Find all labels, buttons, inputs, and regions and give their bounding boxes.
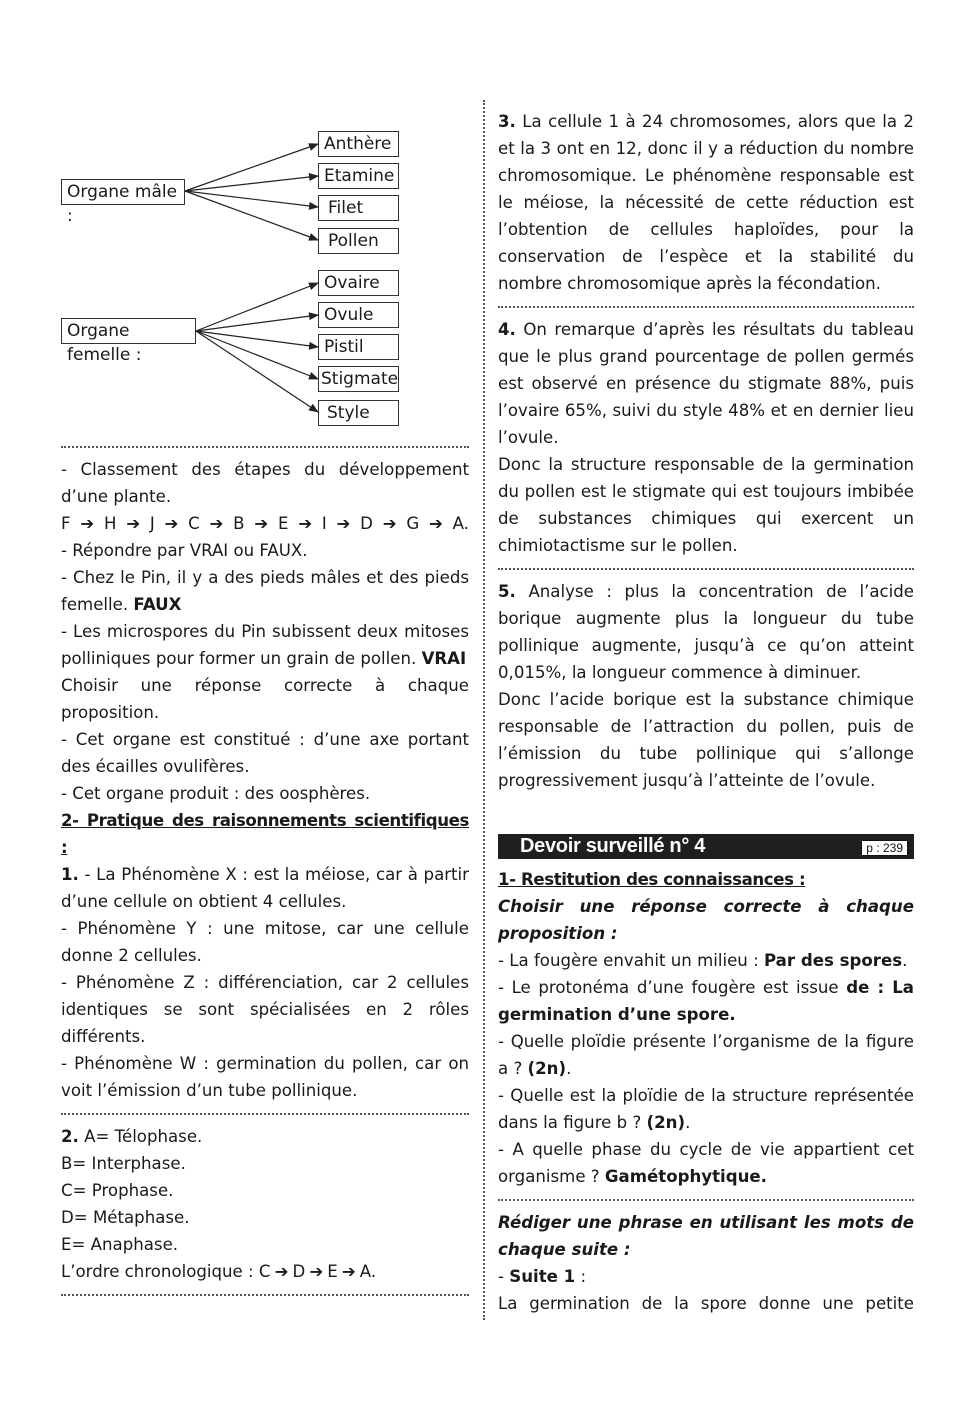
right-column-top — [498, 108, 914, 794]
chain-step: B — [233, 514, 245, 533]
chain-step: H — [103, 514, 117, 533]
arrow-ovule — [196, 315, 318, 331]
pin-statement-1 — [61, 564, 469, 618]
q3-answer — [498, 108, 914, 297]
fougere-q5 — [498, 1136, 914, 1190]
q5-text: Analyse : plus la concentration de l’acide borique augmente plus la longueur du tube pollinique augmente, jusqu’à ce qu’on atteint 0,015%, la longueur commence à diminuer. — [498, 582, 915, 682]
order-step: E — [327, 1262, 338, 1281]
female-item-style: Style — [318, 400, 399, 426]
chain-step: E — [277, 514, 289, 533]
organe-statement-2: - Cet organe produit : des oosphères. — [61, 784, 371, 803]
divider — [61, 446, 469, 448]
suite-1-label: - Suite 1 : — [498, 1267, 587, 1286]
f2-answer: de : La germination d’une spore. — [498, 978, 914, 1024]
f1-text: - La fougère envahit un milieu : — [498, 951, 759, 970]
f4-text: - Quelle est la ploïdie de la structure représentée dans la figure b ? — [498, 1086, 914, 1132]
classement-line2: d’une plante. — [61, 487, 172, 506]
q5-answer — [498, 578, 914, 686]
left-column — [61, 438, 469, 1304]
chain-step: C — [188, 514, 200, 533]
chain-step: A. — [452, 514, 469, 533]
fougere-q1: - La fougère envahit un milieu : Par des spores. — [498, 951, 908, 970]
f4-answer: (2n) — [646, 1113, 686, 1132]
choisir-instruction: Choisir une réponse correcte à chaque proposition. — [61, 676, 469, 722]
banner-title: Devoir surveillé n° 4 — [520, 835, 706, 857]
male-item-pollen: Pollen — [318, 228, 399, 254]
q2-d: D= Métaphase. — [61, 1208, 190, 1227]
divider — [498, 306, 914, 308]
q4-text: On remarque d’après les résultats du tableau que le plus grand pourcentage de pollen germés est observé en présence du stigmate 88%, puis l’ovaire 65%, suivi du style 48% et en dernier lieu l’ovule. — [498, 320, 914, 447]
classement-line1: - Classement des étapes du développement — [61, 460, 469, 479]
divider — [498, 1199, 914, 1201]
pin1-answer: FAUX — [133, 595, 182, 614]
pin2-answer: VRAI — [421, 649, 467, 668]
q2-e: E= Anaphase. — [61, 1235, 179, 1254]
pin-statement-2 — [61, 618, 469, 672]
chain-step: I — [321, 514, 327, 533]
chain-step: J — [149, 514, 155, 533]
q3-text: La cellule 1 à 24 chromosomes, alors que la 2 et la 3 ont en 12, donc il y a réduction du nombre chromosomique. Le phénomène responsable est le méiose, la nécessité de cette réduction est l’obtention de cellules haploïdes, pour la conservation de l’espèce et la stabilité du nombre chromosomique après la fécondation. — [498, 112, 914, 293]
female-item-ovaire: Ovaire — [318, 270, 399, 296]
q1-phenomene-y: - Phénomène Y : une mitose, car une cellule donne 2 cellules. — [61, 919, 469, 965]
male-organ-label: Organe mâle : — [61, 179, 185, 205]
q3-number: 3. — [498, 112, 516, 131]
q1-x-text: - La Phénomène X : est la méiose, car à partir d’une cellule on obtient 4 cellules. — [61, 865, 469, 911]
f3-answer: (2n) — [527, 1059, 567, 1078]
chain-step: F — [61, 514, 71, 533]
female-item-pistil: Pistil — [318, 334, 399, 360]
chronological-order: L’ordre chronologique : C ➔ D ➔ E ➔ A. — [61, 1262, 377, 1281]
fougere-q3: - Quelle ploïdie présente l’organisme de la figure a ? (2n). — [498, 1032, 914, 1078]
female-item-stigmate: Stigmate — [318, 366, 399, 392]
order-label: L’ordre chronologique : — [61, 1262, 254, 1281]
q4-number: 4. — [498, 320, 516, 339]
f5-answer: Gamétophytique. — [604, 1167, 767, 1186]
f1-answer: Par des spores — [763, 951, 903, 970]
f5-text: - A quelle phase du cycle de vie appartient cet organisme ? — [498, 1140, 914, 1186]
q2-c: C= Prophase. — [61, 1181, 174, 1200]
banner-page-ref: p : 239 — [861, 840, 908, 856]
female-item-ovule: Ovule — [318, 302, 399, 328]
choisir-instruction-right: Choisir une réponse correcte à chaque proposition : — [498, 897, 914, 943]
rediger-instruction: Rédiger une phrase en utilisant les mots de chaque suite : — [498, 1213, 914, 1259]
suite1-title: Suite 1 — [509, 1267, 576, 1286]
divider — [61, 1113, 469, 1115]
arrow-pollen — [185, 191, 318, 240]
q5-number: 5. — [498, 582, 516, 601]
q5-conclusion: Donc l’acide borique est la substance chimique responsable de l’attraction du pollen, puis de l’émission du tube pollinique qui s’allonge progressivement jusqu’à l’atteinte de l’ovule. — [498, 690, 914, 790]
q1-phenomene-z: - Phénomène Z : différenciation, car 2 cellules identiques se sont spécialisées en 2 rôles différents. — [61, 973, 469, 1046]
male-item-filet: Filet — [318, 195, 399, 221]
organe-statement-1: - Cet organe est constitué : d’une axe portant des écailles ovulifères. — [61, 730, 469, 776]
stage-chain: F ➔ H ➔ J ➔ C ➔ B ➔ E ➔ I ➔ D ➔ G ➔ A. — [61, 510, 469, 537]
female-organ-label: Organe femelle : — [61, 318, 196, 344]
q1-phenomene-w: - Phénomène W : germination du pollen, car on voit l’émission d’un tube pollinique. — [61, 1054, 469, 1100]
chain-step: D — [360, 514, 373, 533]
q2-a-text: A= Télophase. — [84, 1127, 203, 1146]
section-1-heading: 1- Restitution des connaissances : — [498, 870, 806, 889]
male-item-anthere: Anthère — [318, 131, 399, 157]
order-step: C — [258, 1262, 271, 1281]
f3-text: - Quelle ploïdie présente l’organisme de la figure a ? — [498, 1032, 914, 1078]
pin2-text: - Les microspores du Pin subissent deux mitoses polliniques pour former un grain de pollen. — [61, 622, 469, 668]
q1-number: 1. — [61, 865, 79, 884]
column-separator — [483, 100, 485, 1320]
q2-b: B= Interphase. — [61, 1154, 186, 1173]
vrai-faux-instruction: - Répondre par VRAI ou FAUX. — [61, 541, 308, 560]
devoir-banner — [498, 834, 914, 859]
order-step: D — [292, 1262, 306, 1281]
arrow-pistil — [196, 331, 318, 347]
divider — [498, 568, 914, 570]
q1-phenomene-x — [61, 861, 469, 915]
arrow-ovaire — [196, 283, 318, 331]
pin1-text: - Chez le Pin, il y a des pieds mâles et des pieds femelle. — [61, 568, 469, 614]
q2-number: 2. — [61, 1127, 79, 1146]
suite-1-text: La germination de la spore donne une petite — [498, 1294, 914, 1313]
q2-a — [61, 1123, 469, 1150]
arrow-filet — [185, 191, 318, 207]
order-step: A. — [359, 1262, 377, 1281]
right-column-bottom — [498, 866, 914, 1317]
q4-answer — [498, 316, 914, 451]
q4-conclusion: Donc la structure responsable de la germination du pollen est le stigmate qui est toujours imbibée de substances chimiques qui exercent un chimiotactisme sur le pollen. — [498, 455, 914, 555]
section-2-heading: 2- Pratique des raisonnements scientifiques : — [61, 811, 469, 857]
divider — [61, 1294, 469, 1296]
male-item-etamine: Etamine — [318, 163, 399, 189]
fougere-q2 — [498, 974, 914, 1028]
fougere-q4: - Quelle est la ploïdie de la structure représentée dans la figure b ? (2n). — [498, 1086, 914, 1132]
f2-text: - Le protonéma d’une fougère est issue — [498, 978, 839, 997]
chain-step: G — [406, 514, 420, 533]
